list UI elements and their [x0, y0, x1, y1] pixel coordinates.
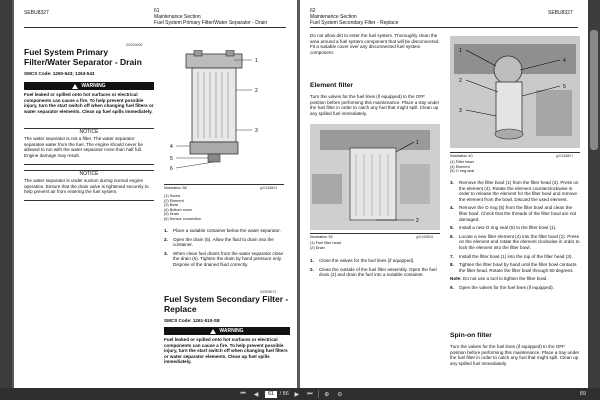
- note-label: Note:: [450, 276, 462, 282]
- warning-label: WARNING: [81, 83, 106, 89]
- step-text: Clean the outside of the fuel filter assembly. Open the fuel drain (2) and drain the fuel into a suitable container.: [319, 266, 437, 278]
- procedure-steps: [450, 180, 580, 294]
- header-doc-id: SEBU8327: [548, 10, 573, 16]
- header-page-number: 61: [154, 8, 160, 14]
- warning-triangle-icon: [72, 84, 78, 89]
- header-page-number: 62: [310, 8, 316, 14]
- note-item: [450, 276, 580, 282]
- legend-item: (3) Bowl: [164, 203, 178, 208]
- step-text: Open the drain (5). Allow the fluid to drain into the container.: [173, 236, 274, 248]
- illustration-caption: Illustration 39: [310, 235, 333, 239]
- step-number: 7.: [450, 253, 454, 259]
- smcs-code: SMCS Code: 1260-543; 1263-543: [24, 71, 95, 76]
- step-text: Install the filter bowl (1) into the top of the filter head (3).: [459, 253, 573, 259]
- step-item: [164, 228, 288, 234]
- warning-text-2: Fuel leaked or spilled onto hot surfaces or electrical components can cause a fire. To help prevent possible injury, turn the start switch off when changing fuel filters or water separator elements. Clean up fuel spills immediately.: [164, 337, 288, 365]
- document-page-right: [300, 0, 588, 388]
- step-number: 9.: [450, 284, 454, 290]
- smcs-code-2: SMCS Code: 1261-510-SE: [164, 318, 220, 323]
- legend-item: (6) Sensor connection: [164, 216, 202, 221]
- step-number: 3.: [450, 180, 454, 185]
- first-page-icon[interactable]: ⏮: [240, 390, 246, 397]
- legend-item: (2) Element: [164, 198, 184, 203]
- step-text: Remove the filter bowl (1) from the filter head (3). Press on the element (4). Rotate the element counterclockwise in order to release the element for the filter bowl and remove the element from the bowl. Discard the used element.: [459, 180, 579, 202]
- procedure-steps: [310, 258, 440, 281]
- step-number: 1.: [164, 228, 168, 233]
- header-rule: [24, 27, 286, 28]
- filter-bowl-photo: [450, 36, 580, 148]
- warning-triangle-icon: [210, 329, 216, 334]
- warning-text: Fuel leaked or spilled onto hot surfaces or electrical components can cause a fire. To help prevent possible injury, turn the start switch off when changing fuel filters or water separator elements. Clean up fuel spills immediately.: [24, 92, 154, 114]
- procedure-steps: [164, 228, 288, 271]
- callout-4: 4: [170, 144, 173, 150]
- left-gutter: [0, 0, 12, 388]
- legend-item: (5) Drain: [164, 212, 179, 217]
- step-item: [450, 285, 580, 291]
- callout-2: 2: [416, 218, 419, 224]
- notice-rule: [24, 200, 154, 201]
- step-item: [164, 251, 288, 268]
- header-section: Maintenance Section: [154, 14, 201, 20]
- scrollbar-thumb[interactable]: [590, 30, 598, 150]
- legend-item: (5) O ring seal: [450, 169, 475, 174]
- illustration-code: g01165807: [556, 154, 574, 158]
- step-number: 2.: [164, 236, 168, 242]
- spin-text: Turn the valves for the fuel lines (if equipped) to the OFF position before performing this maintenance. Place a tray under the fuel filter in order to catch any fuel that might spill. Clean up any spilled fuel immediately.: [450, 344, 580, 366]
- step-item: [450, 254, 580, 260]
- page-number-input[interactable]: 61: [265, 391, 277, 398]
- callout-1: 1: [255, 58, 258, 64]
- subsection-title: Element filter: [310, 82, 354, 89]
- intro-text: Do not allow dirt to enter the fuel system. Thoroughly clean the area around a fuel system component that will be disconnected. Fit a suitable cover over any disconnected fuel system component.: [310, 33, 440, 55]
- step-text: Install a new O ring seal (5) to the filter bowl (1).: [459, 225, 557, 231]
- step-text: Open the valves for the fuel lines (if equipped).: [459, 284, 554, 290]
- vertical-scrollbar[interactable]: [588, 0, 600, 388]
- step-text: Place a suitable container below the water separator.: [173, 228, 281, 233]
- notice-text: The water separator is not a filter. The water separator separates water from the fuel. The engine should never be allowed to run with the water separator more than half full. Engine damage may result.: [24, 136, 143, 158]
- illustration-code: g01165806: [416, 235, 434, 239]
- next-page-icon[interactable]: ▶: [294, 391, 300, 398]
- illustration-caption: Illustration 40: [450, 154, 473, 158]
- toolbar-separator: [318, 390, 319, 398]
- zoom-out-icon[interactable]: ⊖: [337, 391, 343, 398]
- step-item: [450, 205, 580, 222]
- warning-banner-2: [164, 327, 290, 335]
- callout-1: 1: [416, 140, 419, 146]
- step-number: 4.: [450, 205, 454, 211]
- element-text: Turn the valves for the fuel lines (if equipped) to the OFF position before performing this maintenance. Place a tray under the fuel filter in order to catch any fuel that might spill. Clean up any spilled fuel immediately.: [310, 94, 440, 116]
- section-title: Fuel System Primary Filter/Water Separator - Drain: [24, 47, 142, 67]
- callout-3: 3: [255, 128, 258, 134]
- caption-rule: [450, 152, 580, 153]
- section-title-2: Fuel System Secondary Filter - Replace: [164, 294, 289, 314]
- notice-label: NOTICE: [79, 171, 99, 177]
- notice-text: The water separator is under suction during normal engine operation. Ensure that the drain valve is tightened securely to help prevent air from entering the fuel system.: [24, 178, 149, 195]
- step-number: 1.: [310, 258, 314, 263]
- notice-rule: [24, 164, 154, 165]
- callout-5: 5: [563, 84, 566, 90]
- zoom-level[interactable]: 89: [579, 391, 586, 397]
- step-number: 3.: [164, 250, 168, 256]
- step-text: When clean fuel drains from the water separator close the drain (5). Tighten the drain by hand pressure only. Dispose of the drained fluid correctly.: [173, 250, 284, 267]
- step-item: [450, 225, 580, 231]
- warning-banner: [24, 82, 154, 90]
- caption-rule: [164, 184, 284, 185]
- illustration-code: g01165804: [260, 186, 278, 190]
- warning-label: WARNING: [219, 328, 244, 334]
- prev-page-icon[interactable]: ◀: [253, 391, 259, 398]
- document-page-left: [14, 0, 297, 388]
- illustration-caption: Illustration 38: [164, 186, 187, 190]
- step-number: 2.: [310, 266, 314, 272]
- image-code: i02904600: [126, 43, 143, 47]
- step-item: [450, 262, 580, 273]
- figure-legend: [164, 194, 201, 222]
- step-item: [310, 258, 440, 264]
- figure-legend: [310, 241, 341, 250]
- step-number: 5.: [450, 225, 454, 231]
- callout-2: 2: [459, 78, 462, 84]
- callout-1: 1: [459, 48, 462, 54]
- step-text: Locate a new filter element (4) into the filter bowl (1). Press on the element and rotate the element clockwise in order to lock the element into the filter bowl.: [459, 233, 580, 250]
- fuel-filter-photo: [310, 124, 440, 230]
- zoom-in-icon[interactable]: ⊕: [324, 391, 330, 398]
- step-item: [450, 180, 580, 202]
- note-text: Do not use a tool to tighten the filter bowl.: [463, 276, 548, 282]
- callout-6: 6: [170, 166, 173, 172]
- step-number: 6.: [450, 233, 454, 239]
- step-text: Close the valves for the fuel lines (if equipped).: [319, 258, 415, 263]
- notice-label: NOTICE: [79, 129, 99, 135]
- legend-item: (1) Screw: [164, 194, 181, 198]
- callout-2: 2: [255, 88, 258, 94]
- figure-legend: [450, 160, 474, 174]
- step-item: [310, 267, 440, 278]
- legend-item: (4) Element: [450, 164, 470, 169]
- legend-item: (4) Bottom cover: [164, 207, 193, 212]
- total-pages: / 86: [279, 391, 289, 397]
- legend-item: (1) Filter head: [450, 160, 474, 164]
- pdf-toolbar: [0, 388, 600, 400]
- legend-item: (2) Drain: [310, 245, 325, 250]
- filter-illustration: [164, 50, 274, 178]
- step-item: [164, 237, 288, 248]
- step-text: Remove the O ring (5) from the filter bowl and clean the filter bowl. Check that the threads of the filter bowl are not damaged.: [459, 205, 577, 222]
- callout-5: 5: [170, 156, 173, 162]
- step-text: Tighten the filter bowl by hand until the filter bowl contacts the filter head. Rotate the filter bowl through 90 degrees.: [459, 262, 577, 273]
- header-doc-id: SEBU8327: [24, 10, 49, 16]
- last-page-icon[interactable]: ⏭: [307, 390, 313, 397]
- header-topic: Fuel System Secondary Filter - Replace: [310, 20, 399, 26]
- callout-3: 3: [459, 108, 462, 114]
- step-item: [450, 234, 580, 251]
- caption-rule: [310, 233, 440, 234]
- subsection-title: Spin-on filter: [450, 332, 492, 339]
- step-number: 8.: [450, 262, 454, 268]
- callout-4: 4: [563, 58, 566, 64]
- legend-item: (1) Fuel filter head: [310, 241, 341, 245]
- header-section: Maintenance Section: [310, 14, 357, 20]
- header-topic: Fuel System Primary Filter/Water Separator - Drain: [154, 20, 268, 26]
- header-rule: [310, 27, 578, 28]
- image-code: i02905673: [260, 290, 277, 294]
